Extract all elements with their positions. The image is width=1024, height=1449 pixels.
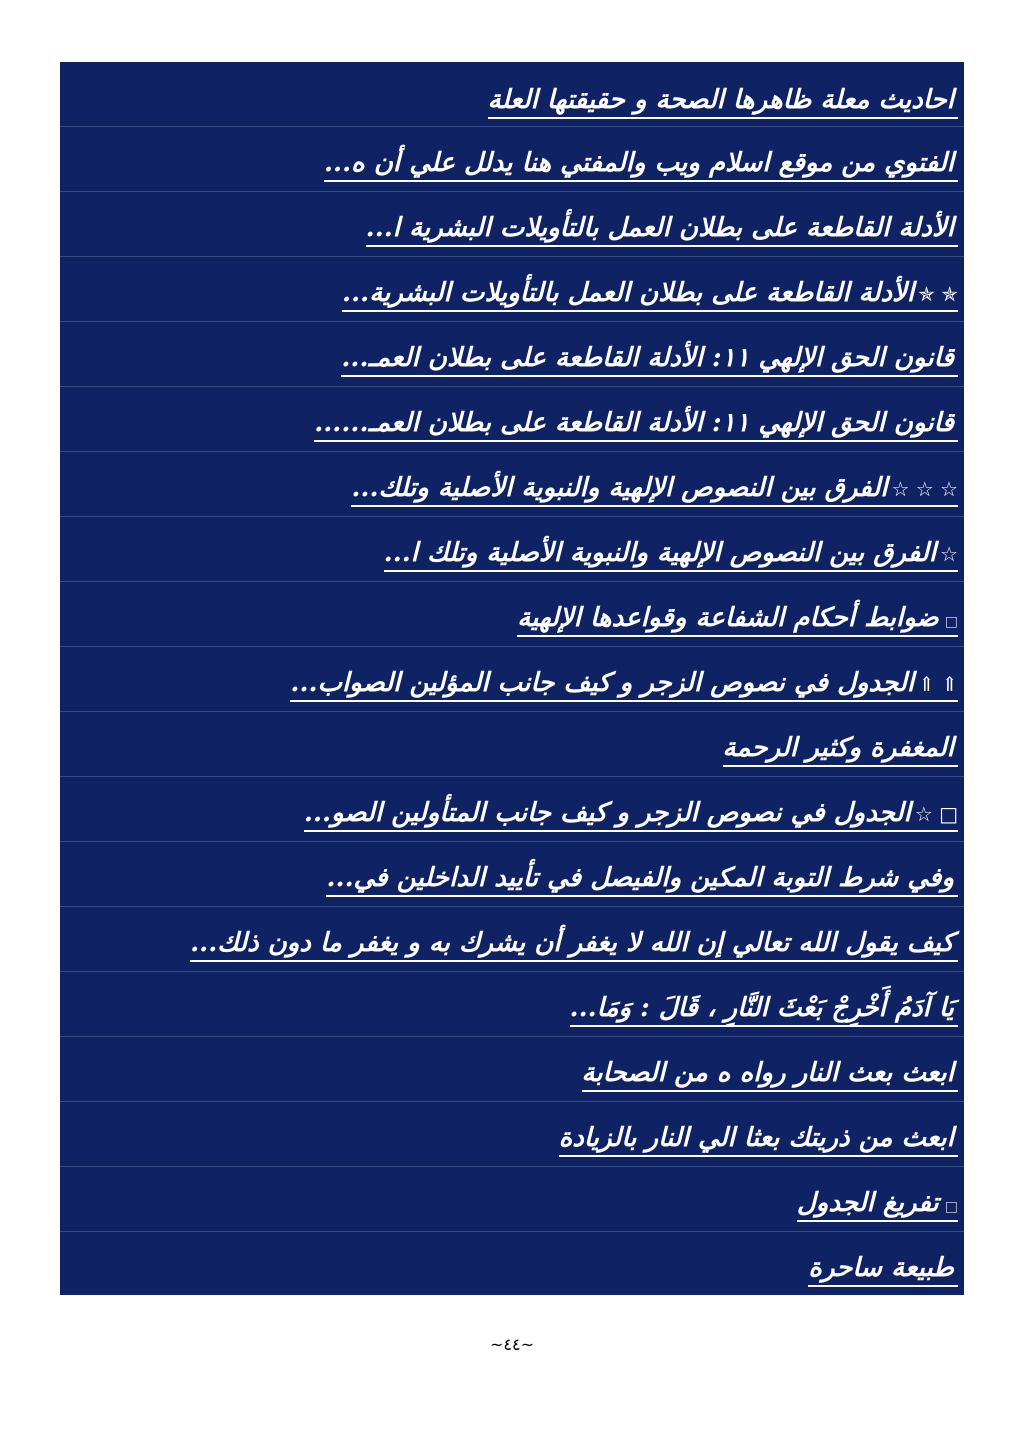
- star-outline-icon: ☆: [940, 542, 958, 566]
- list-item: [60, 1102, 964, 1167]
- list-item: [60, 257, 964, 322]
- page-number: ~٤٤~: [490, 1335, 534, 1354]
- list-item-link[interactable]: الأدلة القاطعة على بطلان العمل بالتأويلات البشرية ا...: [366, 214, 958, 247]
- list-item: [60, 582, 964, 647]
- list-item-link[interactable]: احاديث معلة ظاهرها الصحة و حقيقتها العلة: [488, 86, 958, 119]
- star-icon: ✯ ✯: [918, 282, 958, 306]
- list-item-link[interactable]: طبيعة ساحرة: [808, 1254, 958, 1287]
- list-item-link[interactable]: الفتوي من موقع اسلام ويب والمفتي هنا يدلل علي أن ه...: [324, 149, 958, 182]
- list-item: [60, 1167, 964, 1232]
- link-list-panel: [60, 62, 964, 1295]
- list-item: [60, 907, 964, 972]
- list-item: [60, 517, 964, 582]
- list-item-link[interactable]: كيف يقول الله تعالي إن الله لا يغفر أن يشرك به و يغفر ما دون ذلك...: [190, 929, 958, 962]
- list-item: [60, 1232, 964, 1295]
- list-item: [60, 192, 964, 257]
- list-item-link[interactable]: قانون الحق الإلهي ١١: الأدلة القاطعة على بطلان العمـ......: [314, 409, 958, 442]
- list-item-link[interactable]: □ضوابط أحكام الشفاعة وقواعدها الإلهية: [517, 604, 958, 637]
- list-item: [60, 322, 964, 387]
- list-item-link[interactable]: ☆ ☆ ☆الفرق بين النصوص الإلهية والنبوية الأصلية وتلك...: [351, 474, 958, 507]
- list-item-link[interactable]: □تفريغ الجدول: [797, 1189, 958, 1222]
- list-item-link[interactable]: المغفرة وكثير الرحمة: [723, 734, 958, 767]
- square-icon: □: [944, 614, 958, 630]
- star-outline-icon: ☆ ☆ ☆: [891, 477, 958, 501]
- double-arrow-up-icon: ⇑ ⇑: [918, 672, 958, 696]
- list-item-link[interactable]: قانون الحق الإلهي ١١: الأدلة القاطعة على بطلان العمـ...: [341, 344, 958, 377]
- list-item-link[interactable]: يَا آدَمُ أَخْرِجْ بَعْثَ النَّارِ ، قَالَ : وَمَا...: [570, 994, 958, 1027]
- list-item-link[interactable]: ابعث بعث النار رواه ه من الصحابة: [582, 1059, 959, 1092]
- list-item: [60, 972, 964, 1037]
- list-item-link[interactable]: وفي شرط التوبة المكين والفيصل في تأييد الداخلين في...: [326, 864, 958, 897]
- list-item: [60, 127, 964, 192]
- list-item-link[interactable]: □ ☆الجدول في نصوص الزجر و كيف جانب المتأولين الصو...: [304, 799, 958, 832]
- list-item: [60, 387, 964, 452]
- list-item: [60, 647, 964, 712]
- list-item: [60, 1037, 964, 1102]
- list-item-link[interactable]: ✯ ✯الأدلة القاطعة على بطلان العمل بالتأويلات البشرية...: [342, 279, 958, 312]
- list-item-link[interactable]: ابعث من ذريتك بعثا الي النار بالزيادة: [559, 1124, 958, 1157]
- list-item: [60, 62, 964, 127]
- list-item: [60, 452, 964, 517]
- list-item: [60, 712, 964, 777]
- square-icon: □: [944, 1199, 958, 1215]
- list-item: [60, 842, 964, 907]
- list-item-link[interactable]: ☆الفرق بين النصوص الإلهية والنبوية الأصلية وتلك ا...: [384, 539, 958, 572]
- list-item: [60, 777, 964, 842]
- star-outline-icon: □ ☆: [914, 802, 958, 826]
- list-item-link[interactable]: ⇑ ⇑الجدول في نصوص الزجر و كيف جانب المؤلين الصواب...: [290, 669, 958, 702]
